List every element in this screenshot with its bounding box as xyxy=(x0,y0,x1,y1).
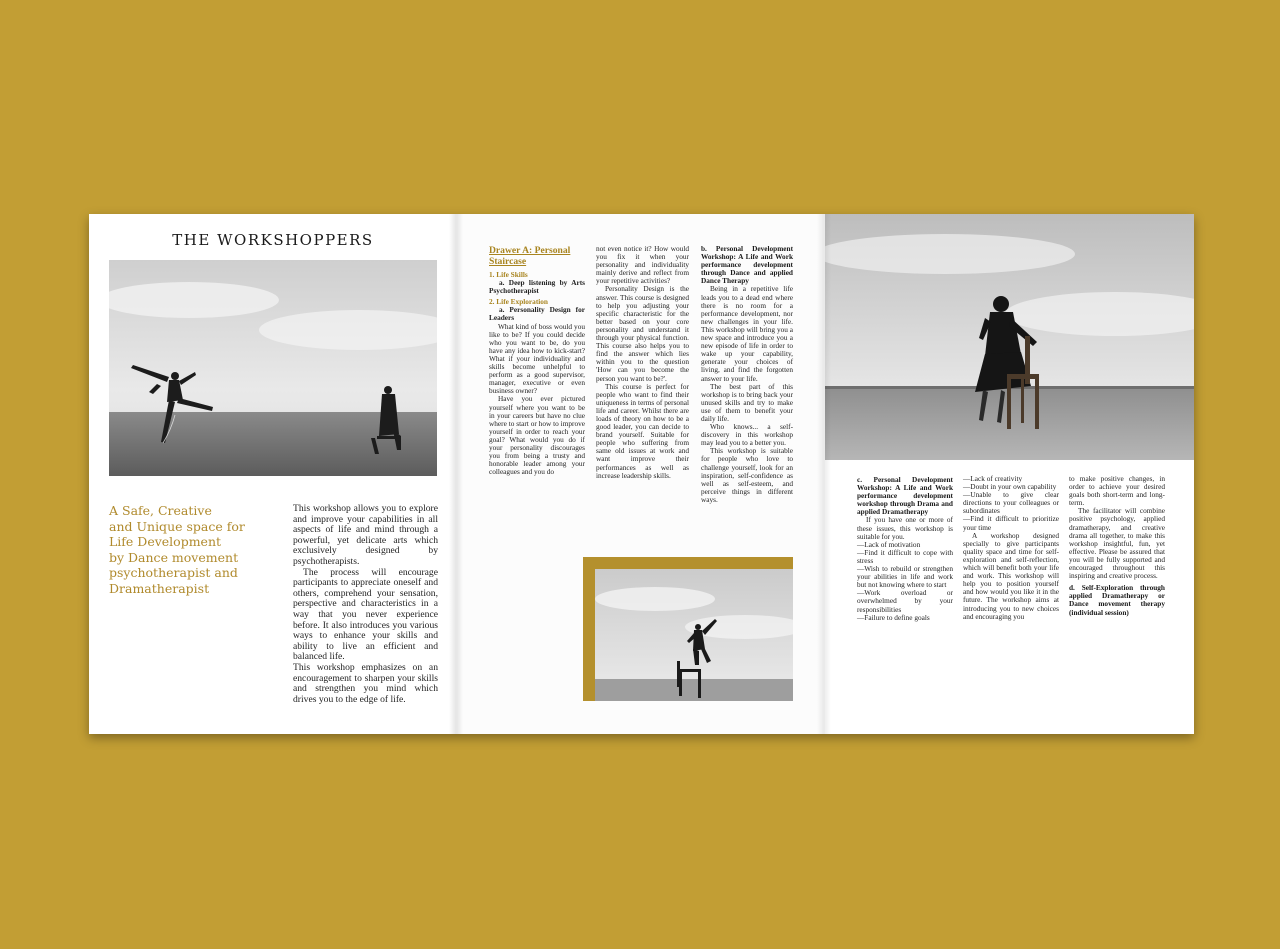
workshop-column-c3 xyxy=(1069,475,1165,617)
panel-left xyxy=(89,214,457,734)
paragraph: Who knows... a self-discovery in this workshop may lead you to a better you. xyxy=(701,422,793,448)
list-item: —Work overload or overwhelmed by your responsibilities xyxy=(857,588,953,614)
subsection-heading: a. Personality Design for Leaders xyxy=(489,305,585,323)
paragraph: This course is perfect for people who want to find their uniqueness in terms of personal life and career. Whilst there are loads of theory on how to be a good leader, you can decide to brand yourself. Suitable for people who suffering from same old issues at work and want improve their performances as well as increase leadership skills. xyxy=(596,381,689,480)
paragraph: A workshop designed specially to give participants quality space and time for self-exploration and self-reflection, which will benefit both your life and work. This workshop will help you to position yourself and how would you like it in the future. The workshop aims at introducing you to new choices and encouraging you xyxy=(963,530,1059,621)
paragraph: to make positive changes, in order to achieve your desired goals both short-term and long-term. xyxy=(1069,474,1165,508)
paragraph: This workshop allows you to explore and improve your capabilities in all aspects of life and mind through a powerful, yet delicate arts which exclusively designed by psychotherapists. xyxy=(293,503,438,567)
workshop-column-c1 xyxy=(857,476,953,622)
paragraph: This workshop is suitable for people who love to challenge yourself, look for an inspiration, self-confidence as well as self-esteem, and perceive things in different ways. xyxy=(701,446,793,504)
list-item: —Doubt in your own capability xyxy=(963,482,1057,492)
list-item: —Find it difficult to cope with stress xyxy=(857,547,953,565)
list-item: —Unable to give clear directions to your colleagues or subordinates xyxy=(963,490,1059,516)
intro-text xyxy=(293,504,438,705)
paragraph: Personality Design is the answer. This course is designed to help you adjusting your specific characteristic for the better based on your core personality and understand it through your physical function. This course also helps you to find the answer which lies within you to the question 'How can you become the person you want to be?'. xyxy=(596,284,689,383)
photo-woman-chair-beach xyxy=(825,214,1194,460)
list-item: —Find it difficult to prioritize your time xyxy=(963,514,1059,532)
paragraph: If you have one or more of these issues, this workshop is suitable for you. xyxy=(857,515,953,541)
section-heading: 2. Life Exploration xyxy=(489,297,548,307)
list-item: —Lack of motivation xyxy=(857,539,921,549)
paragraph: The best part of this workshop is to bring back your unused skills and try to make use of them to benefit your daily life. xyxy=(701,381,793,423)
list-item: —Lack of creativity xyxy=(963,474,1023,483)
workshop-column-c2 xyxy=(963,475,1059,621)
list-item: —Failure to define goals xyxy=(857,612,930,622)
tagline-line: psychotherapist and xyxy=(109,565,238,581)
drawer-column-1 xyxy=(489,246,585,476)
drawer-title: Drawer A: Personal Staircase xyxy=(489,245,571,267)
paragraph: The process will encourage participants to appreciate oneself and others, comprehend your sensation, perspective and characteristics in a way that you never experience before. It also introduces you various ways to enhance your skills and ability to live an efficient and balanced life. xyxy=(293,566,438,663)
tagline xyxy=(109,503,279,597)
photo-dancers-sea xyxy=(109,260,437,476)
page-title: THE WORKSHOPPERS xyxy=(172,231,374,249)
section-heading: c. Personal Development Workshop: A Life and Work performance development workshop through Drama and applied Dramatherapy xyxy=(857,475,953,517)
paragraph: What kind of boss would you like to be? If you could decide who you want to be, do you have any idea how to kick-start? What if your individuality and skills become unhelpful to perform as a good supervisor, manager, executive or even business owner? xyxy=(489,321,585,396)
photo-jumping-chair xyxy=(595,569,793,701)
paragraph: Have you ever pictured yourself where you want to be in your careers but have no clue where to start or how to improve yourself in order to reach your goal? What would you do if your personality discourages you from being a trusty and honorable leader among your colleagues and you do xyxy=(489,394,585,477)
drawer-column-2 xyxy=(596,245,689,480)
panel-right xyxy=(825,214,1194,734)
brochure xyxy=(89,214,1194,734)
section-heading: b. Personal Development Workshop: A Life and Work performance development through Dance and applied Dance Therapy xyxy=(701,244,793,286)
paragraph: This workshop emphasizes on an encouragement to sharpen your skills and strengthen you mind which drives you to the edge of life. xyxy=(293,661,438,705)
section-heading: d. Self-Exploration through applied Dramatherapy or Dance movement therapy (individual session) xyxy=(1069,583,1165,617)
subsection-heading: a. Deep listening by Arts Psychotherapist xyxy=(489,278,585,296)
paragraph: The facilitator will combine positive psychology, applied dramatherapy, and creative drama all together, to make this workshop insightful, fun, yet effective. Please be assured that you will be fully supported and encouraged throughout this inspiring and creative process. xyxy=(1069,506,1165,581)
drawer-column-3 xyxy=(701,245,793,504)
tagline-line: A Safe, Creative xyxy=(109,503,212,518)
paragraph: Being in a repetitive life leads you to a dead end where there is no room for a performance development, nor new challenges in your life. This workshop will bring you a new space and introduce you a new episode of life in order to wake up your capability, generate your choices of living, and find the forgotten answer to your life. xyxy=(701,284,793,383)
tagline-line: Life Development xyxy=(109,534,222,550)
list-item: —Wish to rebuild or strengthen your abilities in life and work but not knowing where to start xyxy=(857,564,953,590)
tagline-line: Dramatherapist xyxy=(109,580,210,596)
tagline-line: by Dance movement xyxy=(109,549,239,565)
section-heading: 1. Life Skills xyxy=(489,270,528,279)
paragraph: not even notice it? How would you fix it when your personality and individuality mainly derive and reflect from your repetitive activities? xyxy=(596,244,689,286)
tagline-line: and Unique space for xyxy=(109,518,245,534)
